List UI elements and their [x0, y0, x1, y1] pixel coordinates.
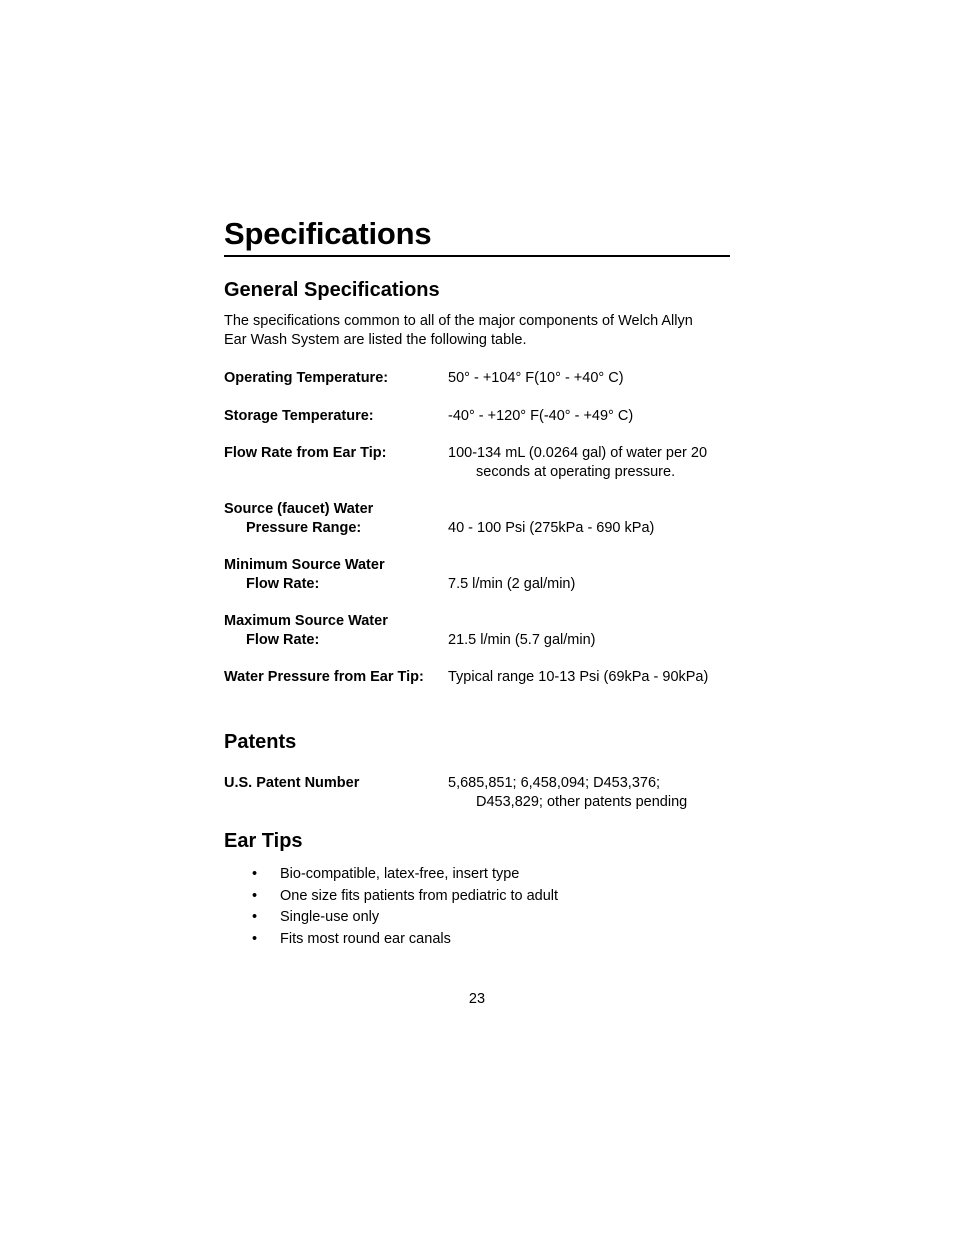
spec-label-line: Flow Rate:: [246, 632, 320, 648]
spec-value-line: -40° - +120° F(-40° - +49° C): [448, 408, 634, 424]
list-item: [224, 864, 730, 886]
spec-value-line: seconds at operating pressure.: [476, 464, 676, 480]
spec-label: [224, 369, 446, 388]
list-item-text: Single-use only: [280, 909, 380, 926]
spec-value: [448, 407, 738, 426]
general-specifications-intro: The specifications common to all of the major components of Welch Allyn Ear Wash System are listed the following table.: [224, 313, 693, 348]
spec-label-line: Pressure Range:: [246, 520, 362, 536]
spec-label-line: Minimum Source Water: [224, 557, 385, 573]
spec-label-line: Source (faucet) Water: [224, 501, 374, 517]
title-rule: [224, 255, 730, 257]
spec-label-line: Storage Temperature:: [224, 408, 374, 424]
spec-label-line: Flow Rate:: [246, 576, 320, 592]
spec-label: [224, 556, 446, 594]
spec-value: [448, 519, 738, 538]
spec-value: [448, 575, 738, 594]
spec-label: [224, 774, 446, 793]
list-item: [224, 929, 730, 951]
spec-label-line: Operating Temperature:: [224, 370, 389, 386]
spec-value-line: 21.5 l/min (5.7 gal/min): [448, 632, 596, 648]
spec-label: [224, 407, 446, 426]
page-number: 23: [468, 991, 486, 1007]
list-item: [224, 907, 730, 929]
page-title: Specifications: [224, 216, 432, 251]
spec-label: [224, 444, 446, 463]
spec-label-line: Flow Rate from Ear Tip:: [224, 445, 387, 461]
ear-tips-heading: Ear Tips: [224, 830, 303, 852]
spec-value: [448, 444, 738, 482]
spec-value-line: 7.5 l/min (2 gal/min): [448, 576, 576, 592]
ear-tips-list: [224, 864, 730, 951]
spec-value-line: 100-134 mL (0.0264 gal) of water per 20: [448, 445, 708, 461]
bullet-icon: •: [252, 887, 258, 904]
spec-label: [224, 612, 446, 650]
bullet-icon: •: [252, 866, 258, 882]
spec-label-line: U.S. Patent Number: [224, 775, 360, 791]
spec-label: [224, 500, 446, 538]
spec-value-line: 50° - +104° F(10° - +40° C): [448, 370, 624, 386]
list-item-text: Fits most round ear canals: [280, 931, 451, 948]
spec-value: [448, 668, 738, 687]
spec-label: [224, 668, 446, 687]
patents-heading: Patents: [224, 731, 297, 753]
spec-label-line: Water Pressure from Ear Tip:: [224, 669, 424, 685]
spec-value: [448, 774, 738, 812]
bullet-icon: •: [252, 909, 258, 926]
spec-value-line: 5,685,851; 6,458,094; D453,376;: [448, 775, 661, 791]
list-item: [224, 886, 730, 908]
spec-value-line: 40 - 100 Psi (275kPa - 690 kPa): [448, 520, 655, 536]
list-item-text: One size fits patients from pediatric to adult: [280, 887, 559, 904]
spec-value-line: D453,829; other patents pending: [476, 794, 688, 810]
list-item-text: Bio-compatible, latex-free, insert type: [280, 866, 520, 882]
general-specifications-heading: General Specifications: [224, 279, 440, 301]
spec-label-line: Maximum Source Water: [224, 613, 388, 629]
spec-value: [448, 631, 738, 650]
spec-value: [448, 369, 738, 388]
bullet-icon: •: [252, 931, 258, 948]
spec-value-line: Typical range 10-13 Psi (69kPa - 90kPa): [448, 669, 709, 685]
